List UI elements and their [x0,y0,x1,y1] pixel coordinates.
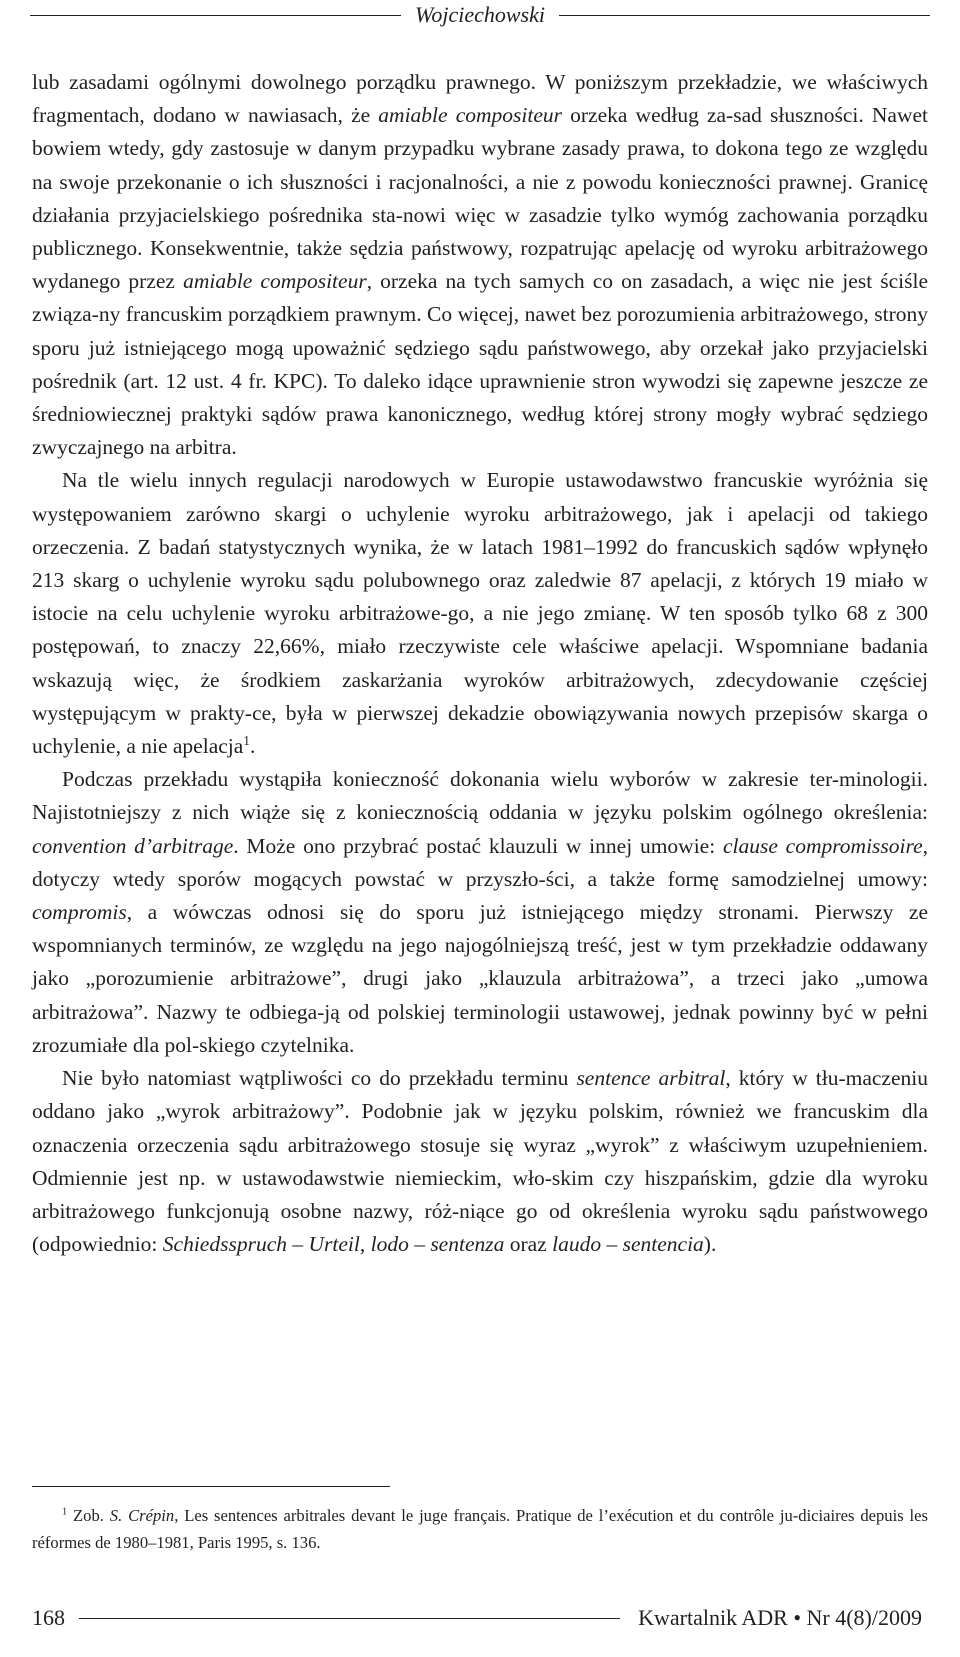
header-rule-left [30,15,401,16]
text-run: . [249,734,256,759]
text-run: , orzeka na tych samych co on zasadach, a więc nie jest ściśle związa-ny francuskim porządkiem prawnym. Co więcej, nawet bez porozumienia arbitrażowego, strony sporu już istniejącego mogą upoważnić sędziego sądu państwowego, aby orzekał jako przyjacielski pośrednik (art. 12 ust. 4 fr. KPC). To daleko idące uprawnienie stron wywodzi się zapewne jeszcze ze średniowiecznej praktyki sądów prawa kanonicznego, według której strony mogły wybrać sędziego zwyczajnego na arbitra. [32,269,929,460]
text-run: , dotyczy wtedy sporów mogących powstać w przyszło-ści, a także formę samodzielnej umowy: [32,833,929,891]
text-run: lub zasadami ogólnymi dowolnego porządku prawnego. W poniższym przekładzie, we właściwych fragmentach, dodano w nawiasach, że [32,70,928,128]
text-run: Podczas przekładu wystąpiła konieczność dokonania wielu wyborów w zakresie ter-minologii. Najistotniejszy z nich wiąże się z koniecznością oddania w języku polskim ogólnego określenia: [32,767,928,825]
running-header [30,0,930,30]
italic-term: S. Crépin [109,1506,175,1525]
italic-term: amiable compositeur [183,269,367,294]
text-run: ). [703,1232,717,1257]
text-run: , a wówczas odnosi się do sporu już istniejącego między stronami. Pierwszy ze wspomnianych terminów, ze względu na jego najogólniejszą treść, jest w tym przekładzie oddawany jako „porozumienie arbitrażowe”, drugi jako „klauzula arbitrażowa”, a trzeci jako „umowa arbitrażowa”. Nazwy te odbiega-ją od polskiej terminologii ustawowej, jednak powinny być w pełni zrozumiałe dla pol-skiego czytelnika. [32,900,928,1057]
journal-title: Kwartalnik ADR • Nr 4(8)/2009 [638,1605,922,1630]
body-text [32,66,928,1261]
italic-term: laudo – sentencia [552,1232,704,1257]
italic-term: sentence arbitral [576,1066,726,1091]
text-run: , który w tłu-maczeniu oddano jako „wyrok arbitrażowy”. Podobnie jak w języku polskim, również we francuskim dla oznaczenia orzeczenia sądu arbitrażowego stosuje się wyraz „wyrok” z właściwym uzupełnieniem. Odmiennie jest np. w ustawodawstwie niemieckim, wło-skim czy hiszpańskim, gdzie dla wyroku arbitrażowego funkcjonują osobne nazwy, róż-niące go od określenia wyroku sądu państwowego (odpowiednio: [32,1066,928,1257]
paragraph [32,1062,928,1261]
text-run: , [359,1232,371,1257]
page-number: 168 [32,1605,65,1630]
footer-rule [79,1618,620,1619]
header-rule-right [559,15,930,16]
italic-term: compromis [32,900,127,925]
italic-term: amiable compositeur [378,103,562,128]
italic-term: clause compromissoire [722,833,923,858]
footnote-marker: 1 [62,1506,68,1518]
text-run: oraz [504,1232,553,1257]
paragraph [32,464,928,763]
text-run: , Les sentences arbitrales devant le juge français. Pratique de l’exécution et du contrôle ju-diciaires depuis les réformes de 1980–1981, Paris 1995, s. 136. [32,1506,928,1552]
paragraph [32,763,928,1062]
footnote-text [32,1502,928,1556]
paragraph [32,66,928,464]
footnote [32,1502,928,1556]
footnote-marker: 1 [243,732,250,748]
page-footer [32,1598,928,1638]
italic-term: lodo – sentenza [370,1232,505,1257]
footnote-rule [32,1486,390,1487]
italic-term: convention d’arbitrage [32,833,234,858]
running-head-author: Wojciechowski [415,2,545,27]
text-run: Zob. [67,1506,110,1525]
text-run: . Może ono przybrać postać klauzuli w innej umowie: [233,833,723,858]
text-run: Nie było natomiast wątpliwości co do przekładu terminu [62,1066,577,1091]
text-run: orzeka według za-sad słuszności. Nawet bowiem wtedy, gdy zastosuje w danym przypadku wybrane zasady prawa, to dokona tego ze względu na swoje przekonanie o ich słuszności i racjonalności, a nie z powodu konieczności prawnej. Granicę działania przyjacielskiego pośrednika sta-nowi więc w zasadzie tylko wymóg zachowania porządku publicznego. Konsekwentnie, także sędzia państwowy, rozpatrując apelację od wyroku arbitrażowego wydanego przez [32,103,929,294]
text-run: Na tle wielu innych regulacji narodowych w Europie ustawodawstwo francuskie wyróżnia się występowaniem zarówno skargi o uchylenie wyroku arbitrażowego, jak i apelacji od takiego orzeczenia. Z badań statystycznych wynika, że w latach 1981–1992 do francuskich sądów wpłynęło 213 skarg o uchylenie wyroku sądu polubownego oraz zaledwie 87 apelacji, z których 19 miało w istocie na celu uchylenie wyroku arbitrażowe-go, a nie jego zmianę. W ten sposób tylko 68 z 300 postępowań, to znaczy 22,66%, miało rzeczywiste cele właściwe apelacji. Wspomniane badania wskazują więc, że środkiem zaskarżania wyroków arbitrażowych, zdecydowanie częściej występującym w prakty-ce, była w pierwszej dekadzie obowiązywania nowych przepisów skarga o uchylenie, a nie apelacja [32,468,928,759]
italic-term: Schiedsspruch – Urteil [162,1232,360,1257]
